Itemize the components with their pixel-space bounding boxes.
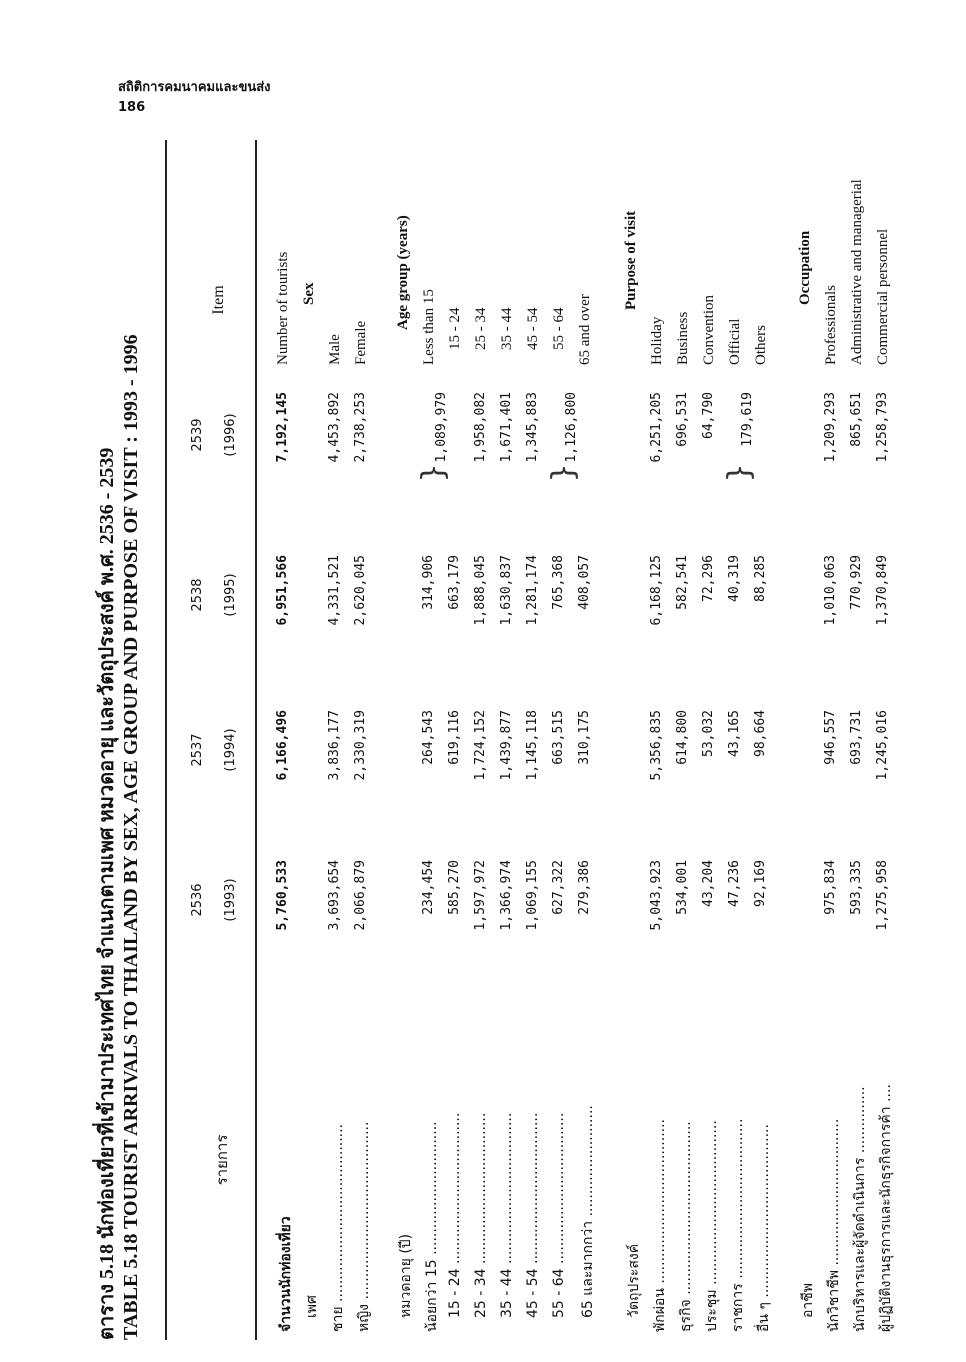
table-row [823,140,849,1340]
row-label: จำนวนนักท่องเที่ยว [278,1216,294,1332]
brace-icon: } [416,463,451,482]
section-label: อาชีพ [800,1283,816,1318]
row-label-english: Number of tourists [275,251,291,365]
cell: 2,066,879 [353,860,368,931]
page-header-title: สถิติการคมนาคมและขนส่ง [118,80,271,95]
column-header-1996: (1996) [223,413,238,457]
row-label: 45 - 54 .................................. [525,1112,541,1318]
merged-cell: 1,089,979 [434,392,449,463]
section-label-english: Occupation [797,230,813,305]
table-title-english: TABLE 5.18 TOURIST ARRIVALS TO THAILAND BY SEX, AGE GROUP AND PURPOSE OF VISIT : 1993 - 1996 [120,334,142,1340]
cell: 264,543 [421,710,436,765]
row-label: นักวิชาชีพ ................................. [826,1118,842,1332]
row-label: 55 - 64 .................................. [551,1112,567,1318]
table-row [447,140,473,1340]
cell: 5,043,923 [649,860,664,931]
cell: 6,166,496 [275,710,290,781]
section-heading-age [395,140,421,1340]
row-label-english: Convention [701,295,717,365]
row-label-english: Others [753,325,769,365]
cell: 1,888,045 [473,555,488,626]
cell: 2,330,319 [353,710,368,781]
row-label: 15 - 24 .................................. [447,1112,463,1318]
cell: 314,906 [421,555,436,610]
cell: 6,251,205 [649,392,664,463]
row-label-english: Professionals [823,285,839,365]
cell: 2,620,045 [353,555,368,626]
cell: 593,335 [849,860,864,915]
section-heading-purpose [623,140,649,1340]
cell: 1,069,155 [525,860,540,931]
page-header [118,78,271,118]
row-label-english: 35 - 44 [499,307,515,350]
table-row [499,140,525,1340]
brace-icon: } [722,463,757,482]
cell: 1,145,118 [525,710,540,781]
cell: 53,032 [701,710,716,757]
table-row [577,140,603,1340]
table-title-thai: ตาราง 5.18 นักท่องเที่ยวที่เข้ามาประเทศไทย จำแนกตามเพศ หมวดอายุ และวัตถุประสงค์ พ.ศ. 2536 - 2539 [96,447,118,1340]
rotated-table-area [95,140,925,1340]
row-label-english: Female [353,320,369,365]
cell: 234,454 [421,860,436,915]
cell: 585,270 [447,860,462,915]
cell: 43,165 [727,710,742,757]
cell: 4,453,892 [327,392,342,463]
column-header-item-english: Item [210,285,227,315]
section-label-english: Sex [301,282,317,305]
cell: 619,116 [447,710,462,765]
row-label: นักบริหารและผู้จัดดำเนินการ ............... [852,1086,868,1332]
table-header-rule [255,140,257,1340]
row-label: 35 - 44 .................................. [499,1112,515,1318]
row-label: 65 และมากกว่า ......................... [580,1105,596,1318]
table-row [327,140,353,1340]
cell: 72,296 [701,555,716,602]
cell: 98,664 [753,710,768,757]
cell: 47,236 [727,860,742,907]
table-row [701,140,727,1340]
cell: 5,760,533 [275,860,290,931]
column-header-2537: 2537 [190,733,205,767]
cell: 1,597,972 [473,860,488,931]
cell: 88,285 [753,555,768,602]
row-label-english: Business [675,311,691,365]
cell: 7,192,145 [275,392,290,463]
table-row [849,140,875,1340]
section-label-english: Age group (years) [395,215,411,330]
cell: 40,319 [727,555,742,602]
row-label: พักผ่อน ..................................... [652,1119,668,1332]
table-row [753,140,779,1340]
cell: 693,731 [849,710,864,765]
table-row [525,140,551,1340]
row-label: ประชุม ..................................... [704,1120,720,1332]
cell: 6,168,125 [649,555,664,626]
cell: 5,356,835 [649,710,664,781]
table-row [546,140,581,1340]
cell: 92,169 [753,860,768,907]
cell: 2,738,253 [353,392,368,463]
row-label: 25 - 34 .................................. [473,1112,489,1318]
row-label-english: 45 - 54 [525,307,541,350]
cell: 4,331,521 [327,555,342,626]
column-header-2536: 2536 [190,883,205,917]
row-label-english: Commercial personnel [875,228,891,365]
section-heading-occupation [797,140,823,1340]
cell: 614,800 [675,710,690,765]
section-label: หมวดอายุ (ปี) [398,1233,414,1318]
cell: 3,836,177 [327,710,342,781]
row-label: ราชการ .................................... [730,1118,746,1332]
cell: 64,790 [701,392,716,439]
cell: 1,345,883 [525,392,540,463]
cell: 1,370,849 [875,555,890,626]
row-label: ธุรกิจ ....................................... [678,1121,694,1332]
cell: 6,951,566 [275,555,290,626]
cell: 582,541 [675,555,690,610]
merged-cell: 179,619 [740,392,755,447]
row-label-english: Holiday [649,316,665,365]
row-label: ชาย ........................................ [330,1123,346,1332]
table-row [875,140,901,1340]
row-label: อื่น ๆ ....................................... [756,1124,772,1332]
row-label-english: Official [727,318,743,365]
section-heading-sex [301,140,327,1340]
cell: 627,322 [551,860,566,915]
row-label-english: 15 - 24 [447,307,463,350]
cell: 408,057 [577,555,592,610]
brace-icon: } [546,463,581,482]
column-header-1995: (1995) [223,573,238,617]
cell: 1,010,063 [823,555,838,626]
cell: 1,366,974 [499,860,514,931]
cell: 663,179 [447,555,462,610]
cell: 946,557 [823,710,838,765]
table-row [675,140,701,1340]
row-label: หญิง ........................................ [356,1121,372,1332]
cell: 1,209,293 [823,392,838,463]
section-label: วัตถุประสงค์ [626,1243,642,1318]
table-row [275,140,301,1340]
table-row [416,140,451,1340]
cell: 1,958,082 [473,392,488,463]
cell: 1,281,174 [525,555,540,626]
cell: 1,439,877 [499,710,514,781]
column-header-item-thai: รายการ [213,1134,231,1186]
row-label-english: Administrative and managerial [849,179,865,365]
cell: 696,531 [675,392,690,447]
row-label-english: 65 and over [577,294,593,365]
section-label-english: Purpose of visit [623,210,639,310]
row-label-english: 55 - 64 [551,307,567,350]
row-label: น้อยกว่า 15 .............................. [424,1121,440,1332]
merged-cell: 1,126,800 [564,392,579,463]
table-title [95,140,143,1340]
cell: 1,671,401 [499,392,514,463]
cell: 865,651 [849,392,864,447]
column-header-1994: (1994) [223,728,238,772]
cell: 663,515 [551,710,566,765]
cell: 770,929 [849,555,864,610]
cell: 1,245,016 [875,710,890,781]
page-number: 186 [118,100,146,115]
cell: 1,258,793 [875,392,890,463]
table-row [722,140,757,1340]
cell: 310,175 [577,710,592,765]
row-label-english: Male [327,334,343,365]
table-row [353,140,379,1340]
row-label-english: Less than 15 [421,289,437,365]
cell: 43,204 [701,860,716,907]
column-header-2538: 2538 [190,578,205,612]
table-row [649,140,675,1340]
row-label-english: 25 - 34 [473,307,489,350]
cell: 1,724,152 [473,710,488,781]
table-row [473,140,499,1340]
table-top-rule [165,140,167,1340]
column-header-1993: (1993) [223,878,238,922]
cell: 3,693,654 [327,860,342,931]
cell: 279,386 [577,860,592,915]
cell: 1,275,958 [875,860,890,931]
cell: 1,630,837 [499,555,514,626]
section-label: เพศ [304,1295,320,1318]
row-label: ผู้ปฏิบัติงานธุรการและนักธุรกิจการค้า .... [878,1084,894,1332]
cell: 765,368 [551,555,566,610]
cell: 975,834 [823,860,838,915]
column-header-2539: 2539 [190,418,205,452]
cell: 534,001 [675,860,690,915]
